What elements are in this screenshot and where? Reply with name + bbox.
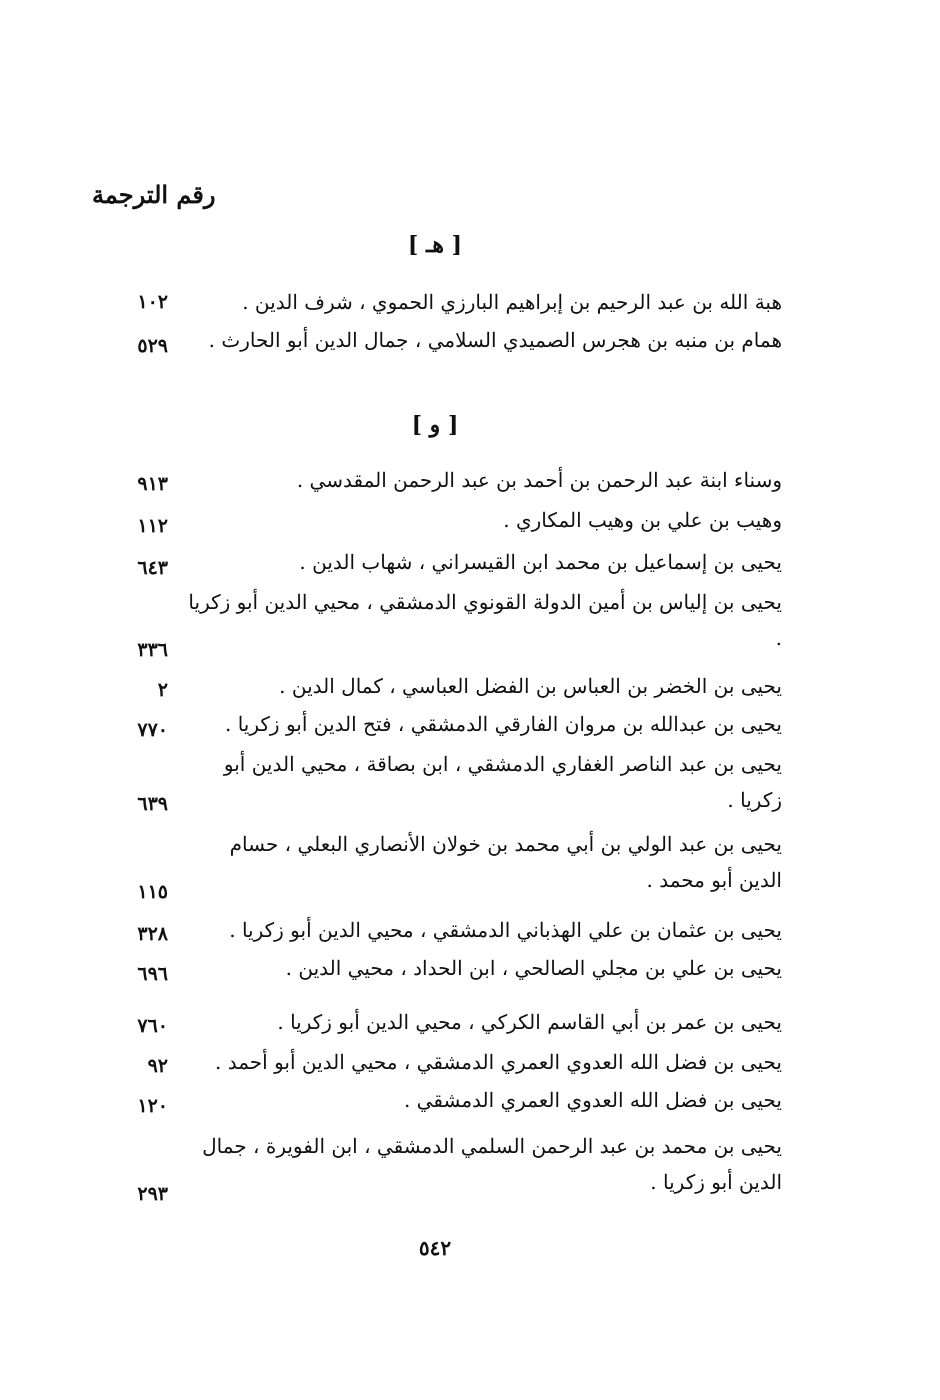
entry-number: ١١٢ (137, 515, 168, 537)
entry-name: يحيى بن فضل الله العدوي العمري الدمشقي ، محيي الدين أبو أحمد . (215, 1050, 782, 1074)
entry-number: ١٢٠ (137, 1095, 168, 1117)
entry-number: ٩٢ (147, 1055, 168, 1077)
entry-number: ٧٦٠ (137, 1015, 168, 1037)
entry-number: ٢٩٣ (137, 1183, 168, 1205)
entry-name: وهيب بن علي بن وهيب المكاري . (503, 508, 782, 532)
entry-name: يحيى بن عبد الولي بن أبي محمد بن خولان الأنصاري البعلي ، حسام الدين أبو محمد . (229, 832, 782, 892)
entry-number: ٥٢٩ (137, 335, 168, 357)
entry-name: يحيى بن فضل الله العدوي العمري الدمشقي . (403, 1088, 782, 1112)
entry-name: يحيى بن عثمان بن علي الهذباني الدمشقي ، محيي الدين أبو زكريا . (229, 918, 782, 942)
entry-name: يحيى بن إلياس بن أمين الدولة القونوي الدمشقي ، محيي الدين أبو زكريا . (188, 590, 782, 650)
entry-name: هبة الله بن عبد الرحيم بن إبراهيم البارزي الحموي ، شرف الدين . (242, 290, 782, 314)
page-number: ٥٤٢ (418, 1236, 452, 1260)
entry-number: ٦٤٣ (137, 557, 168, 579)
entry-number: ١١٥ (137, 881, 168, 903)
entry-name: همام بن منبه بن هجرس الصميدي السلامي ، جمال الدين أبو الحارث . (208, 328, 782, 352)
entry-name: يحيى بن عمر بن أبي القاسم الكركي ، محيي الدين أبو زكريا . (277, 1010, 782, 1034)
entry-number: ٦٣٩ (137, 793, 168, 815)
entry-name: يحيى بن علي بن مجلي الصالحي ، ابن الحداد ، محيي الدين . (285, 956, 782, 980)
entry-name: يحيى بن محمد بن عبد الرحمن السلمي الدمشقي ، ابن الفويرة ، جمال الدين أبو زكريا . (202, 1134, 782, 1194)
entry-number: ١٠٢ (137, 291, 168, 313)
entry-number: ٣٣٦ (137, 639, 168, 661)
column-header: رقم الترجمة (92, 180, 216, 209)
entry-name: يحيى بن عبد الناصر الغفاري الدمشقي ، ابن بصاقة ، محيي الدين أبو زكريا . (223, 752, 782, 812)
entry-name: يحيى بن الخضر بن العباس بن الفضل العباسي ، كمال الدين . (279, 674, 782, 698)
entry-number: ٧٧٠ (137, 719, 168, 741)
entry-number: ٩١٣ (137, 473, 168, 495)
entry-name: وسناء ابنة عبد الرحمن بن أحمد بن عبد الرحمن المقدسي . (296, 468, 782, 492)
entry-name: يحيى بن عبدالله بن مروان الفارقي الدمشقي ، فتح الدين أبو زكريا . (225, 712, 782, 736)
entry-name: يحيى بن إسماعيل بن محمد ابن القيسراني ، شهاب الدين . (299, 550, 782, 574)
entry-number: ٣٢٨ (137, 923, 168, 945)
section-heading-ha: [ هـ ] (407, 232, 463, 258)
section-heading-waw: [ و ] (411, 412, 459, 438)
entry-number: ٢ (157, 679, 168, 701)
entry-number: ٦٩٦ (137, 963, 168, 985)
